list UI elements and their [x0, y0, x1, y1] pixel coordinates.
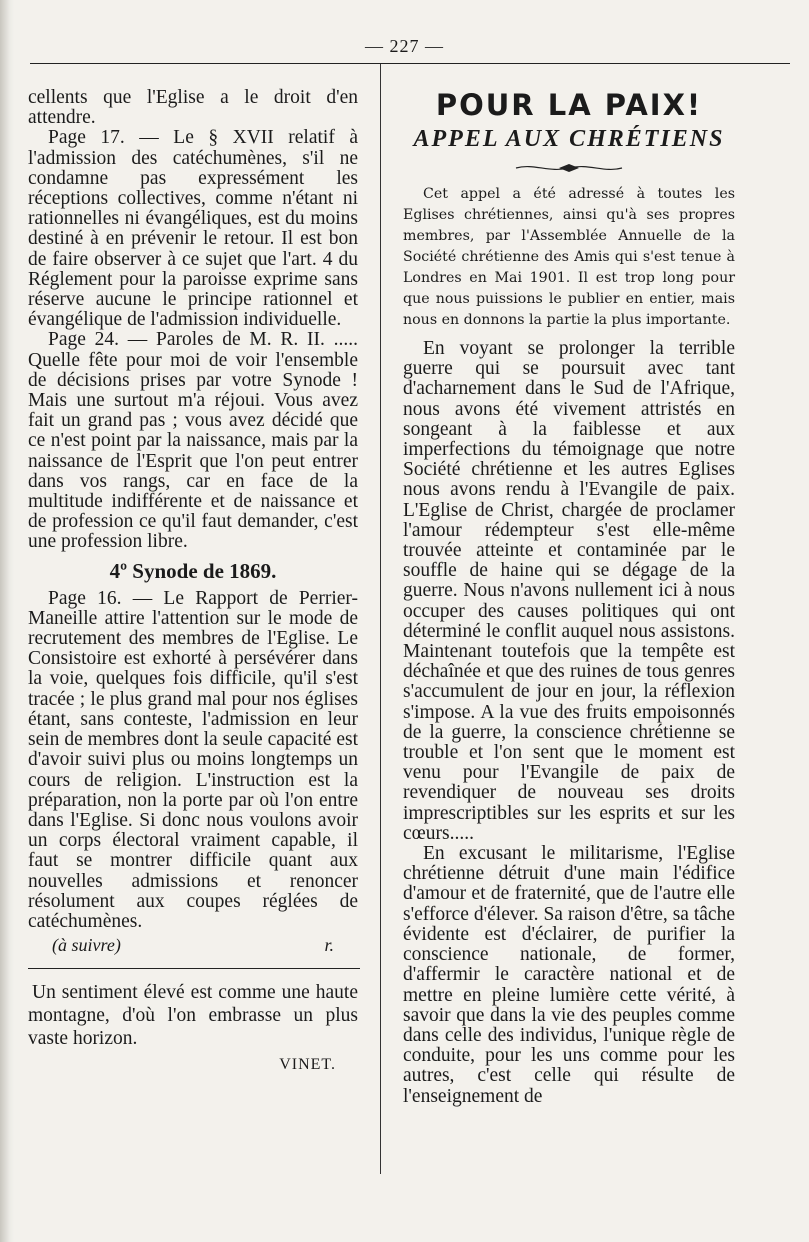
article-paragraph-2: En excusant le militarisme, l'Eglise chrétienne détruit d'une main l'édifice d'amour et de fraternité, que de l'autre elle s'efforce d'élever. Sa raison d'être, sa tâche évidente est d'éclairer, de purifier la conscience nationale, de former, d'affermir le caractère national et de mettre en pleine lumière cette vérité, à savoir que dans la vie des peuples comme dans celle des individus, l'unique règle de conduite, pour les uns comme pour les autres, c'est celle qui résulte de l'enseignement de — [403, 843, 735, 1107]
paragraph-page-24: Page 24. — Paroles de M. R. II. ..... Quelle fête pour moi de voir l'ensemble de décisions prises par votre Synode ! Mais une surtout m'a réjoui. Vous avez fait un grand pas ; vous avez décidé que ce n'est point par la naissance, mais par la naissance de l'Esprit que l'on peut entrer dans vos rangs, car en face de la multitude indifférente et de naissance et de profession ce qu'il faut demander, c'est une profession libre. — [28, 329, 358, 553]
page-number: — 227 — — [365, 36, 444, 56]
paragraph-continuation: cellents que l'Eglise a le droit d'en attendre. — [28, 87, 358, 129]
editorial-intro-note: Cet appel a été adressé à toutes les Eglises chrétiennes, ainsi qu'à ses propres membres, par l'Assemblée Annuelle de la Société chrétienne des Amis qui s'est tenue à Londres en Mai 1901. Il est trop long pour que nous puissions le publier en entier, mais nous en donnons la partie la plus importante. — [403, 186, 735, 328]
scan-shadow-edge — [0, 0, 14, 1242]
ornament-divider-icon — [514, 162, 624, 174]
header-rule — [30, 63, 790, 64]
section-heading-synode-1869: 4º Synode de 1869. — [109, 558, 277, 583]
paragraph-page-17: Page 17. — Le § XVII relatif à l'admission des catéchumènes, s'il ne condamne pas expressément les réceptions collectives, comme n'étant ni rationnelles ni évangéliques, est du moins destiné à en prévenir le retour. Il est bon de faire observer à ce sujet que l'art. 4 du Réglement pour la paroisse exprime sans réserve aucune le principe rationnel et évangélique de l'admission individuelle. — [28, 127, 358, 331]
article-paragraph-1: En voyant se prolonger la terrible guerre qui se poursuit avec tant d'acharnement dans le Sud de l'Afrique, nous avons été vivement attristés en songeant à la faiblesse et aux imperfections du témoignage que notre Société chrétienne et les autres Eglises nous avons rendu à l'Evangile de paix. L'Eglise de Christ, chargée de proclamer l'amour rédempteur s'est elle-même trouvée atteinte et contaminée par le souffle de haine qui se dégage de la guerre. Nous n'avons nullement ici à nous occuper des causes politiques qui ont déterminé le conflit auquel nous assistons. Maintenant toutefois que la tempête est déchaînée et que des ruines de tous genres s'accumulent de jour en jour, la réflexion s'impose. A la vue des fruits empoisonnés de la guerre, la conscience chrétienne se trouble et l'on sent que le moment est venu pour l'Evangile de paix de revendiquer de nouveau ses droits imprescriptibles sur les esprits et sur les cœurs..... — [403, 338, 735, 844]
paragraph-synode-page-16: Page 16. — Le Rapport de Perrier-Maneille attire l'attention sur le mode de recrutement des membres de l'Eglise. Le Consistoire est exhorté à persévérer dans la voie, quelques fois difficile, qu'il s'est tracée ; le plus grand mal pour nos églises étant, sans conteste, l'admission en leur sein de membres dont la seule capacité est d'avoir suivi plus ou moins longtemps un cours de religion. L'instruction est la préparation, non la porte par où l'on entre dans l'Eglise. Si donc nous voulons avoir un corps électoral vraiment capable, il faut se montrer difficile quant aux nouvelles admissions et renoncer résolument aux coupes réglées de catéchumènes. — [28, 587, 358, 932]
article-subtitle: APPEL AUX CHRÉTIENS — [413, 126, 725, 152]
right-column — [403, 88, 735, 1107]
signature-row — [28, 934, 358, 956]
epigraph-quote: Un sentiment élevé est comme une haute montagne, d'où l'on embrasse un plus vaste horizon. — [28, 982, 358, 1050]
continuation-note: (à suivre) — [52, 935, 121, 956]
quote-author: VINET. — [279, 1056, 336, 1074]
column-divider — [380, 64, 381, 1174]
article-title: POUR LA PAIX! — [435, 88, 703, 122]
left-column — [28, 88, 358, 1074]
section-separator-rule — [28, 968, 360, 969]
signature-initial: r. — [324, 935, 334, 956]
